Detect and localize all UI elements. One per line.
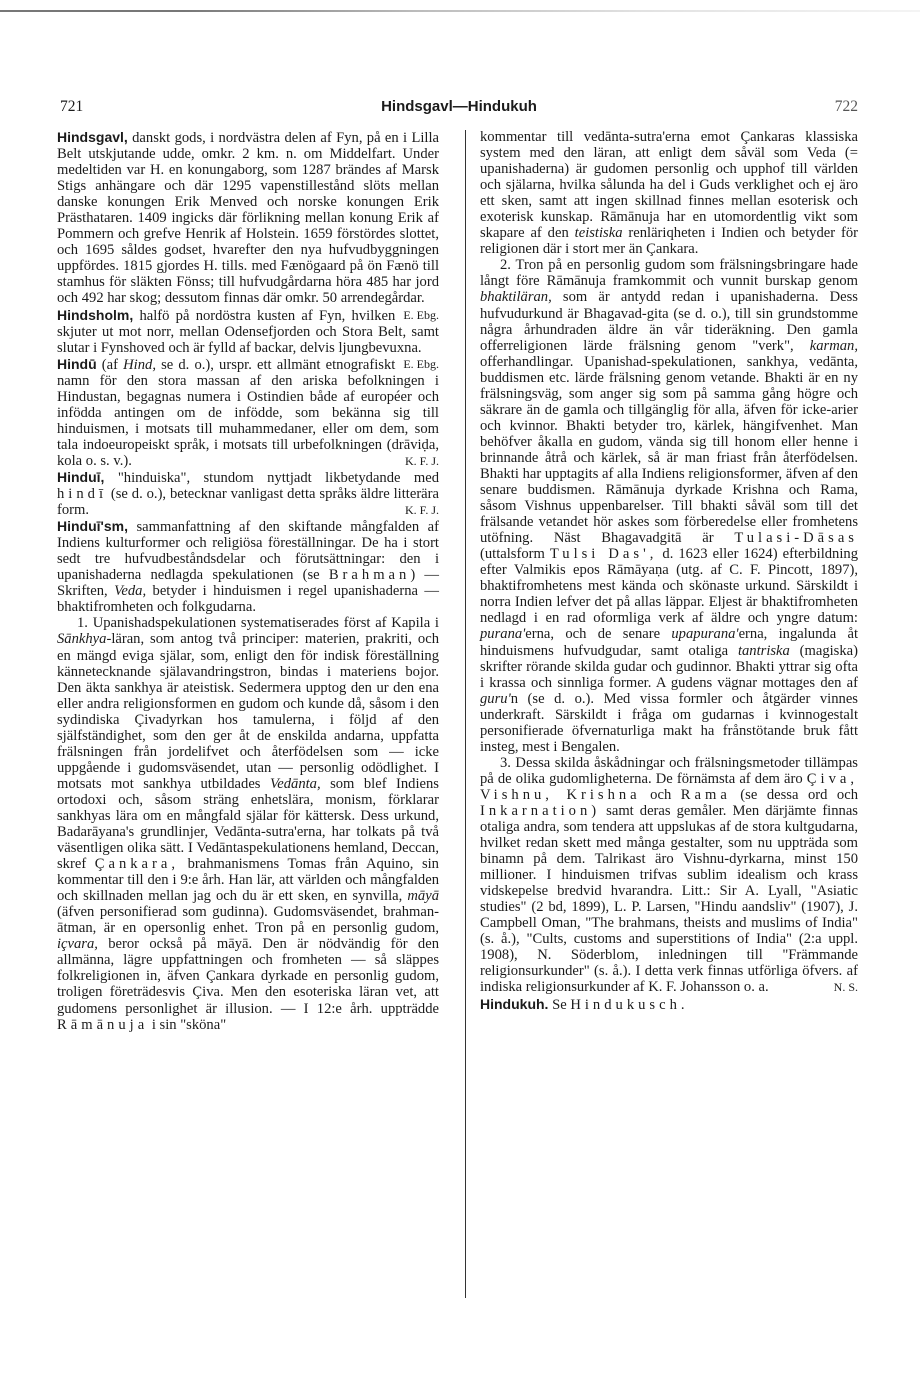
section-text: och [640, 786, 681, 803]
entry-spaced: hindī [57, 486, 107, 503]
section-text: som blef Indiens ortodoxi och, såsom sträng enhetslära, monism, förklarar sankhyas lära om en mångfald själar för kättersk. Dess urkund, Badarāyana's grundlinjer, Vedānta-sutra'erna, har tolkats på två väsentligen olika sätt. I Vedāntaspekulationens hemland, Deccan, skref [57, 775, 439, 873]
entry-spaced: Brahman [328, 567, 411, 584]
section-text: som är antydd redan i upanishaderna. Dess hufvudurkund är Bhagavad-gita (se d. o.), till sin grundstomme några århundraden äldre än vår tideräkning. Den gamla offerreligionen lärde frälsning genom "verk", [480, 289, 858, 354]
entry-italic: Hind, [123, 356, 156, 373]
section-text: beror också på māyā. Den är nödvändig för den allmänna, lägre uppfattningen och fromheten — så släppes folkreligionen in, äfven Çankara dyrkade en personlig gudom, troligen företrädesvis Çiva. Men den esoteriska läran vet, att gudomens personlighet är illusion. — I 12:e årh. uppträdde [57, 936, 439, 1017]
section-spaced: Rama [680, 786, 731, 803]
entry-text: ) — Skriften, [57, 567, 439, 600]
headword: Hindukuh. [480, 995, 549, 1012]
section-italic: guru' [480, 690, 511, 707]
page-header [60, 98, 858, 120]
column-divider [465, 130, 466, 1298]
entry-text: (se d. o.), betecknar vanligast detta språks äldre litterära form. [57, 486, 439, 519]
section-spaced: Rāmānuja [57, 1016, 149, 1033]
section-spaced: Inkarnation) [480, 802, 601, 819]
hinduism-section-2 [480, 257, 858, 754]
entry-italic: Veda, [114, 583, 147, 600]
author-signature: N. S. [833, 980, 858, 995]
section-italic: māyā [407, 888, 439, 905]
section-spaced: Çiva, Vishnu, Krishna [480, 770, 858, 803]
entry-text: se d. o.), urspr. ett allmänt etnografiskt namn för den stora massan af den ariska befolkningen i Hindustan, begagnas numera i Ostindien både af européer och infödda antingen om de infödde, som bekänna sig till hinduismen, i motsats till muhammedaner, eller om dem, som tala indoeuropeiskt språk, i motsats till urbefolkningen (drāviḍa, kola o. s. v.). [57, 356, 439, 469]
cross-reference-link[interactable]: Hindukusch. [570, 996, 689, 1013]
entry-text: betyder i hinduismen i regel upanishaderna — bhaktifromheten och folkgudarna. [57, 583, 439, 616]
top-rule [0, 10, 920, 12]
section-text: (magiska) skrifter rörande skilda gudar och gudinnor. Bhakti yttrar sig ofta i krassa och sinnliga former. A gudens vägnar mottages den af [480, 642, 858, 691]
hinduism-section-3 [480, 755, 858, 996]
section-text: 3. Dessa skilda åskådningar och frälsningsmetoder tillämpas på de olika gudomligheterna. De förnämsta af dem äro [480, 754, 858, 787]
section-text: d. 1623 eller 1624) efterbildning efter Valmikis epos Rāmāyaṇa (utg. af C. F. Pincott, 1897), bhaktifromhetens mest kända och skönaste urkund. Särskildt i norra Indien lefver det på allas läppar. Eljest är bhaktifromheten nedlagd i en rad oformliga verk af äldre och yngre datum: [480, 546, 858, 627]
entry-hindukuh [480, 996, 858, 1013]
author-signature: E. Ebg. [403, 307, 439, 322]
entry-hindui [57, 469, 439, 518]
section-italic: teistiska [574, 225, 623, 242]
section-spaced: Tulsi Das', [549, 546, 658, 563]
section-italic: Vedānta, [269, 775, 321, 792]
entry-text: (af [96, 356, 124, 373]
entry-text: Se [548, 996, 571, 1013]
section-text: -läran, som antog två principer: materien, prakriti, och en mängd eviga själar, som, enligt den för indisk föreställning kännetecknande själavandringstron, bindas i materiens bojor. Den äkta sankhya är ateistisk. Sedermera upptog den ur den ena eller andra religionsformen en gudom och kunde då, såsom i den sydindiska Çivadyrkan hos tamulerna, i följd af den själfständighet, som den ger åt de enskilda andarna, uppfatta frälsningen från jordelifvet och återfödelsen som — icke uppgående i gudomsväsendet, utan — personlig odödlighet. I motsats mot sankhya utbildades [57, 631, 439, 792]
section-italic: upapurana' [671, 626, 739, 643]
entry-text: halfö på nordöstra kusten af Fyn, hvilken skjuter ut mot norr, mellan Odensefjorden och Stora Belt, samt slutar i Fynshoved och är fylld af backar, delvis ljungbevuxna. [57, 307, 439, 356]
section-italic: içvara, [57, 936, 98, 953]
section-italic: purana' [480, 626, 526, 643]
author-signature: K. F. J. [404, 453, 439, 468]
entry-text: "hinduiska", stundom nyttjadt likbetydande med [104, 469, 439, 486]
section-text: erna, ingalunda åt hinduismens hufvudgudar, samt otaliga [480, 626, 859, 659]
left-column [57, 129, 439, 1033]
section-italic: bhaktiläran, [480, 289, 552, 306]
section-text: renläriqheten i Indien och betyder för religionen där i stort mer än Çankara. [480, 225, 859, 258]
section-text: (se dessa ord och [730, 786, 858, 803]
right-column [480, 129, 858, 1013]
headword: Hindsholm, [57, 306, 134, 323]
page-number-left: 721 [60, 98, 84, 115]
headword: Hinduī'sm, [57, 518, 128, 535]
author-signature: K. F. J. [404, 503, 439, 518]
page-number-right: 722 [834, 98, 858, 115]
entry-text: danskt gods, i nordvästra delen af Fyn, på en i Lilla Belt utskjutande udde, omkr. 2 km. n. om Middelfart. Under medeltiden var H. en konungaborg, som 1287 brändes af Marsk Stigs anhängare och där 1295 vapenstillestånd slöts mellan danske konungen Erik Menved och norske konungen Erik Prästhataren. 1409 ingicks där förlikning mellan konung Erik af Pommern och grefve Henrik af Holstein. 1659 förstördes slottet, och 1695 såldes godset, hvarefter den nya hufvudbyggningen uppfördes. 1815 gjordes H. tills. med Fænögaard på ön Fænö till stamhus för släkten Fönss; till hufvudgårdarna höra 485 har jord och 492 har skog; dessutom finnas där omkr. 50 arrendegårdar. [57, 130, 439, 307]
running-head: Hindsgavl—Hindukuh [381, 98, 537, 115]
section-italic: tantriska [737, 642, 790, 659]
section-italic: Sānkhya [57, 631, 107, 648]
headword: Hindū [57, 355, 97, 372]
entry-text: sammanfattning af den skiftande mångfalden af Indiens kulturformer och religiösa föreställningar. De ha i stort sedt tre hufvudbeståndsdelar och förutsättningar: den i upanishaderna nedlagda spekulationen (se [57, 519, 439, 584]
section-text: offerhandlingar. Upanishad-spekulationen, sankhya, vedānta, buddismen etc. lärde frälsning genom vetande. Bhakti är en ny frälsningsväg, som anger sig som på samma gång högre och säkrare än de gamla och tillgänglig för alla, äfven för icke-arier och kvinnor. Bhakti betyder tro, kärlek, hängifvenhet. Man behöfver åkalla en gudom, vända sig till honom eller henne i brinnande åtrå och kärlek, så är man friast från återfödelsen. Bhakti har upptagits af alla Indiens religionsformer, äfven af den senare buddismen. Rāmānuja dyrkade Krishna och Rama, såsom Vishnus uppenbarelser. Till bhakti såväl som till det frälsande vetandet hör askes som förberedelse eller fromhetens utöfning. Näst Bhagavadgitā är [480, 353, 858, 547]
headword: Hinduī, [57, 468, 105, 485]
headword: Hindsgavl, [57, 129, 128, 145]
section-text: (uttalsform [480, 546, 550, 563]
section-text: kommentar till vedānta-sutra'erna emot Çankaras klassiska system med den läran, att enligt dem såväl som Veda (= upanishaderna) är gudomen personlig och upphof till världen och själarna, hvilka sålunda ha del i Guds verklighet och ej äro ett sken, samt att ingen skillnad finnes mellan esoterisk och exoterisk kunskap. Rāmānuja har en utomordentlig vikt som skapare af den [480, 129, 858, 242]
section-text: brahmanismens Tomas från Aquino, sin kommentar till den i 9:e årh. Han lär, att världen och mångfalden och skillnaden mellan jag och du är ett sken, en synvilla, [57, 856, 439, 905]
hinduism-section-1 [57, 615, 439, 1032]
section-text: samt deras gemåler. Men därjämte finnas otaliga andra, som tendera att uppslukas af de stora kultgudarna, hvilket redan skett med många gestalter, som nu uppträda som binamn på dem. Talrikast äro Vishnu-dyrkarna, minst 150 millioner. I hinduismen trifvas sublim idealism och krass vidskepelse bredvid hvarandra. Litt.: Sir A. Lyall, "Asiatic studies" (2 bd, 1899), L. P. Larsen, "Hindu aandsliv" (1907), J. Campbell Oman, "The brahmans, theists and muslims of India" (s. å.), "Cults, customs and superstitions of India" (2:a uppl. 1908), N. Söderblom, inledningen till "Främmande religionsurkunder" (s. å.). I detta verk finnas utförliga öfvers. af indiska religionsurkunder af K. F. Johansson o. a. [480, 802, 858, 996]
section-text: i sin "sköna" [148, 1016, 227, 1033]
section-spaced: Tulasi-Dāsas [734, 530, 858, 547]
section-text: 2. Tron på en personlig gudom som frälsningsbringare hade långt före Rāmānuja framkommit och vunnit burskap genom [480, 257, 858, 290]
author-signature: E. Ebg. [403, 356, 439, 371]
section-spaced: Çankara, [94, 856, 180, 873]
entry-hindu [57, 356, 439, 469]
section-italic: karman, [809, 337, 858, 354]
section-text: (äfven personifierad som gudinna). Gudomsväsendet, brahman-ātman, är en opersonlig enhet. Tron på en personlig gudom, [57, 904, 439, 937]
section-text: 1. Upanishadspekulationen systematiserades först af Kapila i [77, 615, 439, 632]
entry-hinduism [57, 518, 439, 615]
section-text: n (se d. o.). Med vissa formler och åtgärder vinnes underkraft. Särskildt i fråga om gudarnas i kvinnogestalt personifierade öfvernaturliga makt ha frånstötande bruk fått insteg, mest i Bengalen. [480, 690, 858, 755]
section-text: erna, och de senare [525, 626, 672, 643]
hinduism-section-1-cont [480, 129, 858, 257]
